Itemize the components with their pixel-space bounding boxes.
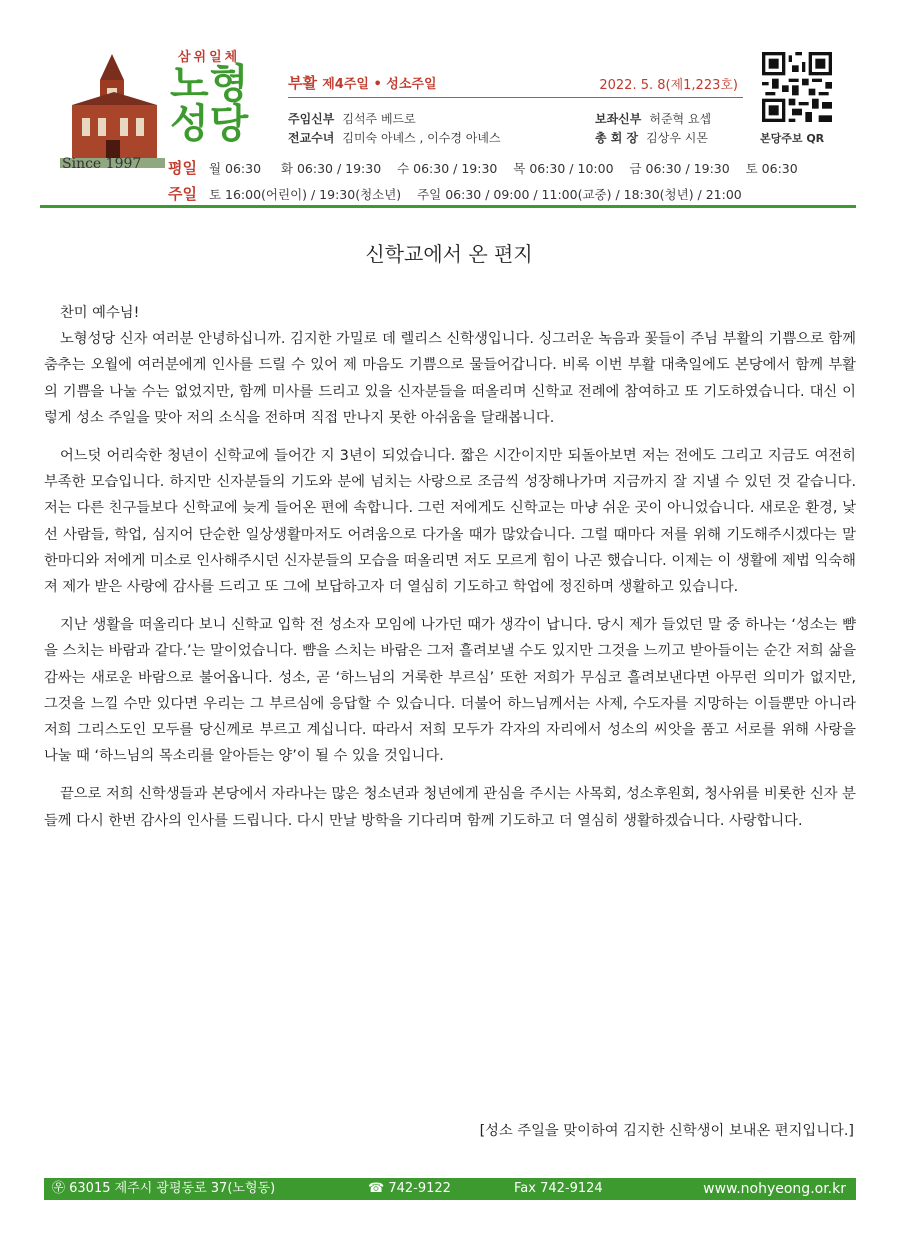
footer-fax: Fax 742-9124 [514,1181,603,1196]
letter-signoff: [성소 주일을 맞이하여 김지한 신학생이 보내온 편지입니다.] [479,1123,854,1139]
letter-title: 신학교에서 온 편지 [365,242,533,266]
letter-greeting: 찬미 예수님! [60,305,140,321]
sunday-main: 부활 [288,74,317,92]
liturgical-sunday [288,72,437,93]
sunday-times: 토 16:00(어린이) / 19:30(청소년) 주일 06:30 / 09:00 / 11:00(교중) / 18:30(청년) / 21:00 [208,187,742,202]
qr-code-icon[interactable] [762,52,832,122]
since-year: Since 1997 [62,156,142,172]
header-green-bar [40,205,856,208]
logo-text-line1: 노형 [170,61,250,107]
weekday-mass-schedule [168,157,898,178]
footer-bar [44,1178,856,1200]
staff-president: 총 회 장 김상우 시몬 [595,131,708,145]
letter-paragraph: 지난 생활을 떠올리다 보니 신학교 입학 전 성소자 모임에 나가던 때가 생각이 납니다. 당시 제가 들었던 말 중 하나는 ‘성소는 뺨을 스치는 바람과 같다.’는 말이었습니다. 뺨을 스치는 바람은 그저 흘려보낼 수도 있지만 그것을 느끼고 받아들이는 순간 저희 삶을 감싸는 새로운 바람으로 불어옵니다. 성소, 곧 ‘하느님의 거룩한 부르심’ 또한 저희가 무심코 흘려보낸다면 아무런 의미가 없지만, 그것을 느낄 수만 있다면 우리는 그 부르심에 응답할 수 있습니다. 더불어 하느님께서는 사제, 수도자를 지망하는 이들뿐만 아니라 저희 그리스도인 모두를 당신께로 부르고 계십니다. 따라서 저희 모두가 각자의 자리에서 성소의 씨앗을 품고 서로를 위해 사랑을 나눌 때 ‘하느님의 목소리를 알아듣는 양’이 될 수 있을 것입니다. [44,617,856,765]
mass-item: 목 06:30 / 10:00 [513,161,614,176]
mass-item: 수 06:30 / 19:30 [397,161,498,176]
logo-subtitle: 삼위일체 [178,50,241,65]
mass-item: 토 06:30 [745,161,798,176]
header-divider [288,97,743,98]
weekday-label: 평일 [168,159,197,177]
issue-date: 2022. 5. 8(제1,223호) [599,78,738,93]
church-building-illustration [60,50,165,168]
sunday-mass-schedule [168,183,898,204]
letter-paragraph: 노형성당 신자 여러분 안녕하십니까. 김지한 가밀로 데 렐리스 신학생입니다. 싱그러운 녹음과 꽃들이 주님 부활의 기쁨으로 함께 춤추는 오월에 여러분에게 인사를 드릴 수 있어 제 마음도 기쁨으로 물들어갑니다. 비록 이번 부활 대축일에도 본당에서 함께 부활의 기쁨을 나눌 수는 없었지만, 함께 미사를 드리고 있을 신자분들을 떠올리며 신학교 전례에 참여하고 또 기도하였습니다. 대신 이렇게 성소 주일을 맞아 저의 소식을 전하며 직접 만나지 못한 아쉬움을 달래봅니다. [44,331,856,426]
sunday-label: 주일 [168,185,197,203]
staff-sisters: 전교수녀 김미숙 아녜스 , 이수경 아녜스 [288,131,501,145]
letter-body [44,300,856,846]
mass-item: 화 06:30 / 19:30 [280,161,382,176]
sunday-sub: 제4주일 • 성소주일 [322,77,437,92]
staff-assistant: 보좌신부 허준혁 요셉 [595,112,712,126]
footer-phone: ☎ 742-9122 [368,1181,451,1196]
letter-paragraph: 어느덧 어리숙한 청년이 신학교에 들어간 지 3년이 되었습니다. 짧은 시간이지만 되돌아보면 저는 전에도 그리고 지금도 여전히 부족한 모습입니다. 하지만 신자분들의 기도와 분에 넘치는 사랑으로 조금씩 성장해나가며 지금까지 잘 지낼 수 있던 것 같습니다. 저는 다른 친구들보다 신학교에 늦게 들어온 편에 속합니다. 그런 저에게도 신학교는 마냥 쉬운 곳이 아니었습니다. 새로운 환경, 낯선 사람들, 학업, 심지어 단순한 일상생활마저도 어려움으로 다가올 때가 많았습니다. 그럴 때마다 저를 위해 기도해주시겠다는 말 한마디와 저에게 미소로 인사해주시던 신자분들의 모습을 떠올리면 저도 모르게 힘이 나곤 했습니다. 이제는 이 생활에 제법 익숙해져 제가 받은 사랑에 감사를 드리고 또 그에 보답하고자 더 열심히 기도하고 학업에 정진하며 생활하고 있습니다. [44,448,856,596]
footer-address: ㉾ 63015 제주시 광평동로 37(노형동) [52,1181,276,1196]
letter-paragraph: 끝으로 저희 신학생들과 본당에서 자라나는 많은 청소년과 청년에게 관심을 주시는 사목회, 성소후원회, 청사위를 비롯한 신자 분들께 다시 한번 감사의 인사를 드립니다. 다시 만날 방학을 기다리며 함께 기도하고 더 열심히 생활하겠습니다. 사랑합니다. [44,786,856,829]
logo-text-line2: 성당 [170,101,250,147]
mass-item: 월 06:30 [208,161,262,176]
staff-pastor: 주임신부 김석주 베드로 [288,112,416,126]
qr-label: 본당주보 QR [760,132,825,145]
footer-website-link[interactable]: www.nohyeong.or.kr [703,1181,846,1197]
mass-item: 금 06:30 / 19:30 [629,161,730,176]
bulletin-header [40,40,856,210]
